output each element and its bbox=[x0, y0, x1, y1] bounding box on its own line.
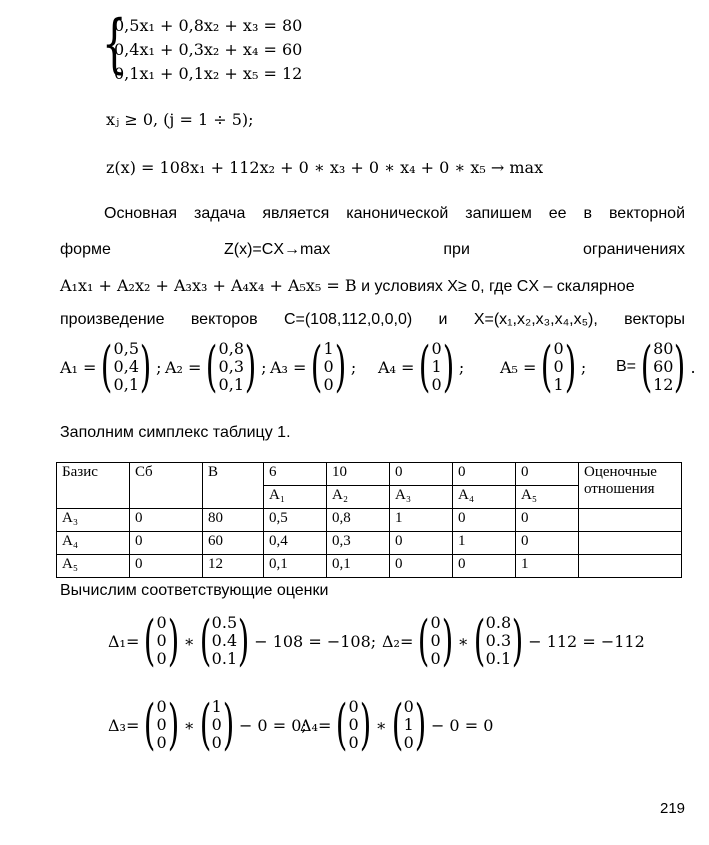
paragraph-line-1: Основная задача является канонической запишем ее в векторной bbox=[104, 205, 685, 222]
vector-a2: A₂ = ( 0,8 0,3 0,1 ) ; bbox=[165, 335, 267, 398]
paragraph-line-2: форме Z(x)=CX→max при ограничениях bbox=[60, 241, 685, 258]
fill-table-text: Заполним симплекс таблицу 1. bbox=[60, 424, 291, 441]
system-line-2: 0,4x₁ + 0,3x₂ + x₄ = 60 bbox=[114, 40, 303, 59]
vector-b: B= ( 80 60 12 ) . bbox=[616, 335, 696, 398]
compute-text: Вычислим соответствующие оценки bbox=[60, 582, 329, 599]
vector-a1: A₁ = ( 0,5 0,4 0,1 ) ; bbox=[60, 335, 162, 398]
delta-2: Δ₂= ( 0 0 0 ) ∗ ( 0.8 0.3 0.1 ) − 112 = −112 bbox=[382, 609, 645, 672]
system-line-3: 0,1x₁ + 0,1x₂ + x₅ = 12 bbox=[114, 64, 303, 83]
paragraph-line-3: A₁x₁ + A₂x₂ + A₃x₃ + A₄x₄ + A₅x₅ = B и условиях X≥ 0, где CX – скалярное bbox=[60, 276, 635, 295]
vector-a5: A₅ = ( 0 0 1 ) ; bbox=[500, 335, 587, 398]
page-number: 219 bbox=[660, 800, 686, 817]
nonnegativity-constraint: xⱼ ≥ 0, (j = 1 ÷ 5); bbox=[106, 110, 254, 129]
simplex-table bbox=[56, 462, 682, 578]
table-vector-row: A₁ A₂ A₃ A₄ A₅ bbox=[57, 486, 682, 509]
objective-function: z(x) = 108x₁ + 112x₂ + 0 ∗ x₃ + 0 ∗ x₄ + 0 ∗ x₅ → max bbox=[106, 158, 544, 177]
delta-3: Δ₃= ( 0 0 0 ) ∗ ( 1 0 0 ) − 0 = 0; bbox=[108, 693, 307, 756]
table-row: A₃ 0 80 0,5 0,8 1 0 0 bbox=[57, 509, 682, 532]
table-row: A₅ 0 12 0,1 0,1 0 0 1 bbox=[57, 555, 682, 578]
table-row: A₄ 0 60 0,4 0,3 0 1 0 bbox=[57, 532, 682, 555]
vector-a3: A₃ = ( 1 0 0 ) ; bbox=[270, 335, 357, 398]
delta-1: Δ₁= ( 0 0 0 ) ∗ ( 0.5 0.4 0.1 ) − 108 = −108; bbox=[108, 609, 377, 672]
vector-a4: A₄ = ( 0 1 0 ) ; bbox=[378, 335, 465, 398]
paragraph-line-4: произведение векторов C=(108,112,0,0,0) и X=(x₁,x₂,x₃,x₄,x₅), векторы bbox=[60, 311, 685, 328]
system-brace: { bbox=[102, 7, 127, 81]
table-header-row: Базис Cб B 6 10 0 0 0 Оценочные отношения bbox=[57, 463, 682, 486]
delta-4: Δ₄= ( 0 0 0 ) ∗ ( 0 1 0 ) − 0 = 0 bbox=[300, 693, 494, 756]
system-line-1: 0,5x₁ + 0,8x₂ + x₃ = 80 bbox=[114, 16, 303, 35]
